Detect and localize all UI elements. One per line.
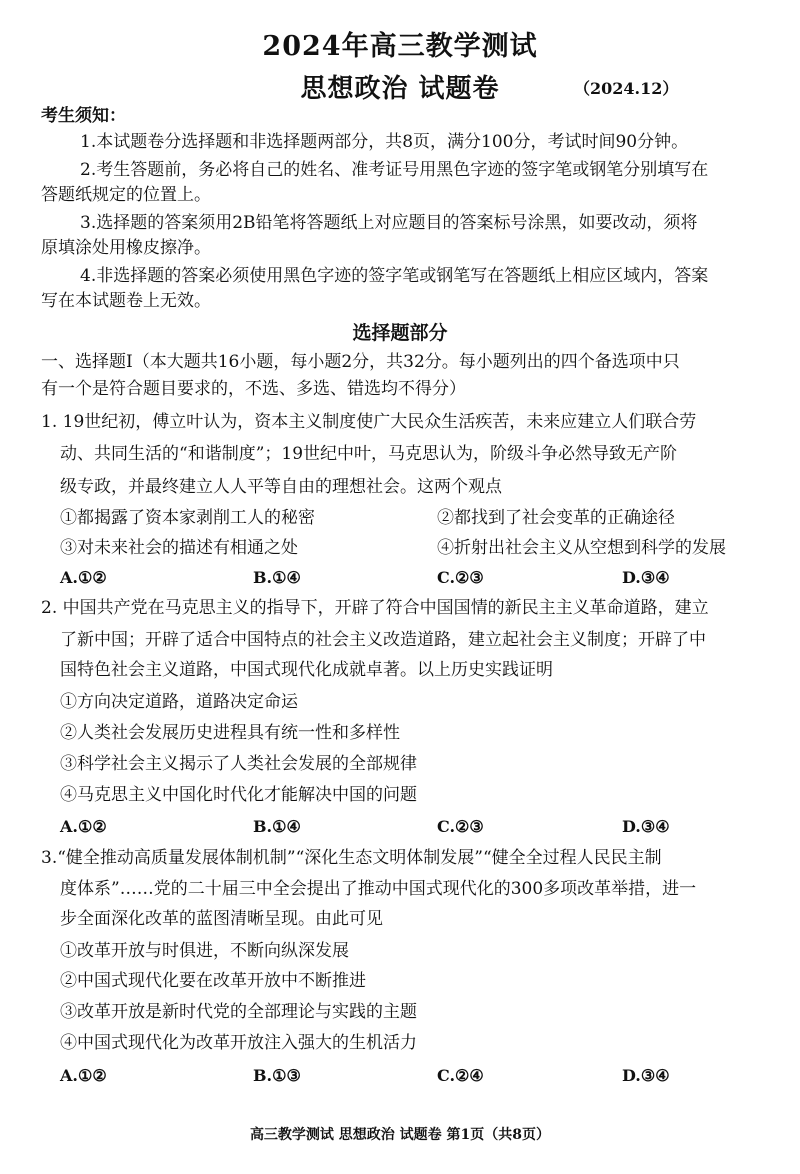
question-2-item: ④马克思主义中国化时代化才能解决中国的问题 <box>60 785 417 805</box>
question-2-stem: 2. 中国共产党在马克思主义的指导下，开辟了符合中国国情的新民主主义革命道路，建立 <box>41 598 709 618</box>
question-2-answer: C.②③ <box>437 817 484 836</box>
question-1-answer: B.①④ <box>253 568 301 587</box>
question-3-answer: A.①② <box>60 1066 107 1085</box>
question-2-answer: B.①④ <box>253 817 301 836</box>
question-3-answer: B.①③ <box>253 1066 301 1085</box>
notice-line: 1.本试题卷分选择题和非选择题两部分，共8页，满分100分，考试时间90分钟。 <box>80 132 689 152</box>
notice-line: 写在本试题卷上无效。 <box>41 291 211 311</box>
question-2-answer: D.③④ <box>622 817 670 836</box>
question-1-answer: C.②③ <box>437 568 484 587</box>
notice-line: 答题纸规定的位置上。 <box>41 185 211 205</box>
notice-line: 2.考生答题前，务必将自己的姓名、准考证号用黑色字迹的签字笔或钢笔分别填写在 <box>80 160 709 180</box>
question-3-item: ①改革开放与时俱进，不断向纵深发展 <box>60 941 349 961</box>
question-1-stem: 级专政，并最终建立人人平等自由的理想社会。这两个观点 <box>60 477 502 497</box>
question-3-stem: 度体系”……党的二十届三中全会提出了推动中国式现代化的300多项改革举措，进一 <box>60 879 697 899</box>
exam-title: 2024年高三教学测试 <box>262 31 538 62</box>
question-2-item: ③科学社会主义揭示了人类社会发展的全部规律 <box>60 754 417 774</box>
part-instruction: 一、选择题Ⅰ（本大题共16小题，每小题2分，共32分。每小题列出的四个备选项中只 <box>41 352 680 372</box>
question-2-answer: A.①② <box>60 817 107 836</box>
question-3-item: ④中国式现代化为改革开放注入强大的生机活力 <box>60 1033 417 1053</box>
question-1-item: ②都找到了社会变革的正确途径 <box>437 508 675 528</box>
question-1-item: ③对未来社会的描述有相通之处 <box>60 538 298 558</box>
notice-line: 4.非选择题的答案必须使用黑色字迹的签字笔或钢笔写在答题纸上相应区域内，答案 <box>80 266 709 286</box>
question-3-stem: 3.“健全推动高质量发展体制机制”“深化生态文明体制发展”“健全全过程人民民主制 <box>41 848 662 868</box>
part-instruction: 有一个是符合题目要求的，不选、多选、错选均不得分） <box>41 379 466 399</box>
notice-line: 3.选择题的答案须用2B铅笔将答题纸上对应题目的答案标号涂黑，如要改动，须将 <box>80 213 698 233</box>
question-1-item: ①都揭露了资本家剥削工人的秘密 <box>60 508 315 528</box>
question-1-answer: A.①② <box>60 568 107 587</box>
question-1-item: ④折射出社会主义从空想到科学的发展 <box>437 538 726 558</box>
question-3-answer: C.②④ <box>437 1066 484 1085</box>
question-1-stem: 1. 19世纪初，傅立叶认为，资本主义制度使广大民众生活疾苦，未来应建立人们联合劳 <box>41 412 697 432</box>
question-2-item: ②人类社会发展历史进程具有统一性和多样性 <box>60 723 400 743</box>
exam-subtitle: 思想政治 试题卷 <box>300 74 500 104</box>
question-2-item: ①方向决定道路，道路决定命运 <box>60 692 298 712</box>
question-2-stem: 国特色社会主义道路，中国式现代化成就卓著。以上历史实践证明 <box>60 660 553 680</box>
notice-heading: 考生须知： <box>41 106 126 126</box>
notice-line: 原填涂处用橡皮擦净。 <box>41 238 211 258</box>
question-3-item: ③改革开放是新时代党的全部理论与实践的主题 <box>60 1002 417 1022</box>
question-1-answer: D.③④ <box>622 568 670 587</box>
page-footer: 高三教学测试 思想政治 试题卷 第1页（共8页） <box>249 1127 551 1143</box>
exam-date: （2024.12） <box>574 79 679 98</box>
question-3-answer: D.③④ <box>622 1066 670 1085</box>
question-1-stem: 动、共同生活的“和谐制度”；19世纪中叶，马克思认为，阶级斗争必然导致无产阶 <box>60 444 678 464</box>
section-title: 选择题部分 <box>352 322 448 344</box>
question-3-stem: 步全面深化改革的蓝图清晰呈现。由此可见 <box>60 909 383 929</box>
question-3-item: ②中国式现代化要在改革开放中不断推进 <box>60 971 366 991</box>
question-2-stem: 了新中国；开辟了适合中国特点的社会主义改造道路，建立起社会主义制度；开辟了中 <box>60 630 706 650</box>
